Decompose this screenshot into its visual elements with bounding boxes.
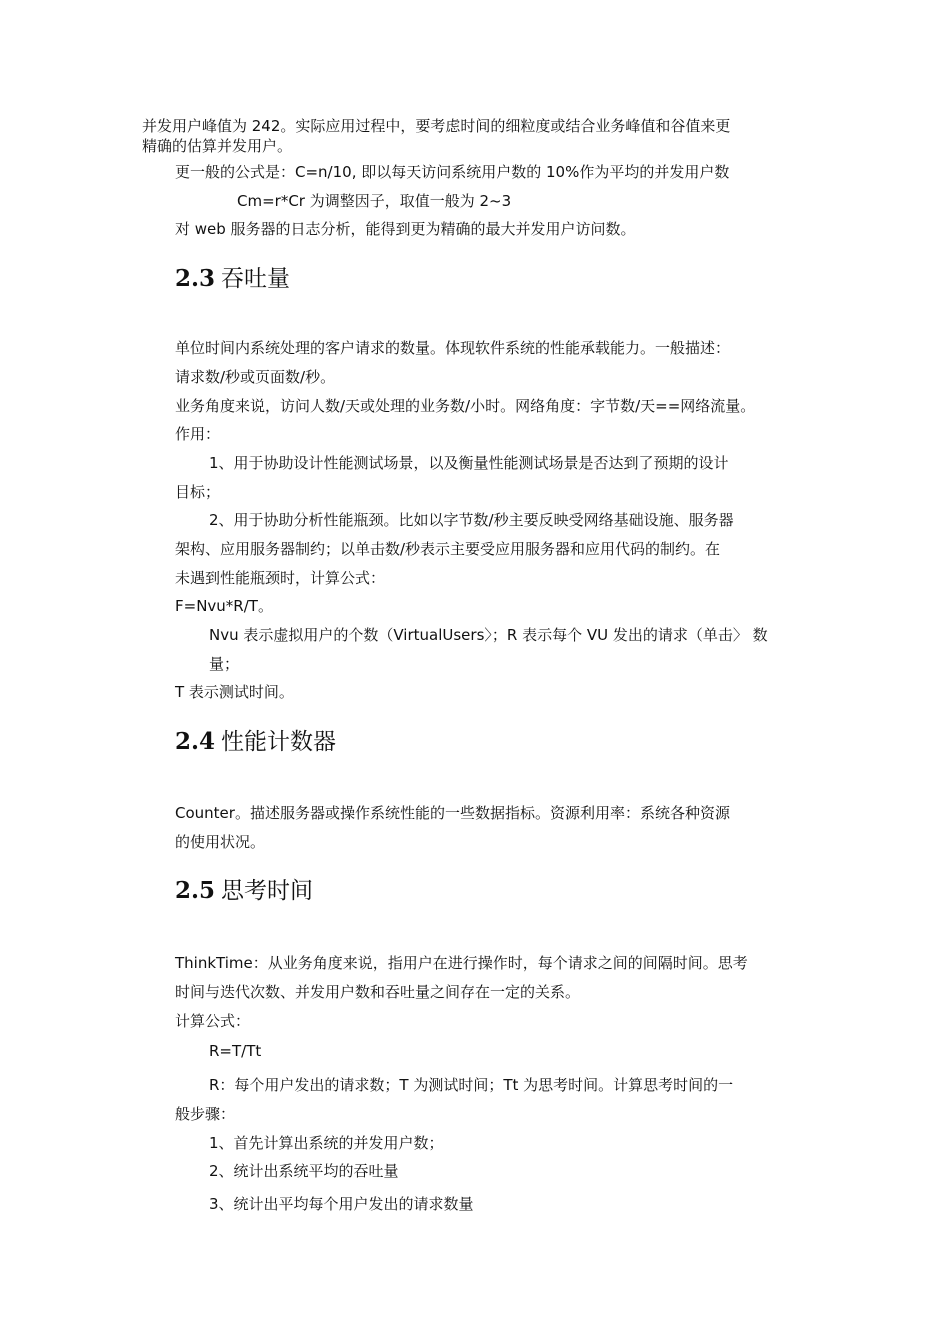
sec24-line-1: Counter。描述服务器或操作系统性能的一些数据指标。资源利用率：系统各种资源 [175,804,730,822]
sec23-line-2: 请求数/秒或页面数/秒。 [175,368,336,386]
sec25-formula: R=T/Tt [209,1042,262,1060]
heading-2-4 [175,728,336,756]
sec25-step-1: 1、首先计算出系统的并发用户数； [209,1134,444,1152]
heading-title: 性能计数器 [221,729,337,755]
sec23-line-6: 目标； [175,483,221,501]
intro-formula-line: 更一般的公式是：C=n/10, 即以每天访问系统用户数的 10%作为平均的并发用户数 [175,163,730,181]
intro-adjust-factor-line: Cm=r*Cr 为调整因子，取值一般为 2~3 [237,192,512,210]
sec23-formula: F=Nvu*R/T。 [175,597,273,615]
intro-line-2: 精确的估算并发用户。 [142,137,293,155]
sec23-line-9: 未遇到性能瓶颈时，计算公式： [175,569,386,587]
heading-number: 2.3 [175,265,216,292]
sec23-line-3: 业务角度来说，访问人数/天或处理的业务数/小时。网络角度：字节数/天==网络流量。 [175,397,756,415]
sec23-line-13: T 表示测试时间。 [175,683,294,701]
intro-line-1: 并发用户峰值为 242。实际应用过程中，要考虑时间的细粒度或结合业务峰值和谷值来更 [142,117,731,135]
sec23-line-4: 作用： [175,425,221,443]
heading-title: 思考时间 [221,878,314,904]
heading-title: 吞吐量 [221,266,291,292]
sec23-line-7: 2、用于协助分析性能瓶颈。比如以字节数/秒主要反映受网络基础设施、服务器 [209,511,734,529]
sec25-line-2: 时间与迭代次数、并发用户数和吞吐量之间存在一定的关系。 [175,983,581,1001]
intro-log-analysis-line: 对 web 服务器的日志分析，能得到更为精确的最大并发用户访问数。 [175,220,636,238]
heading-number: 2.4 [175,728,216,755]
sec23-line-11: Nvu 表示虚拟用户的个数（VirtualUsers〉；R 表示每个 VU 发出的请求（单击〉 数 [209,626,768,644]
sec25-line-3: 计算公式： [175,1012,251,1030]
sec25-line-1: ThinkTime：从业务角度来说，指用户在进行操作时，每个请求之间的间隔时间。思考 [175,954,748,972]
sec25-step-2: 2、统计出系统平均的吞吐量 [209,1162,399,1180]
sec23-line-8: 架构、应用服务器制约；以单击数/秒表示主要受应用服务器和应用代码的制约。在 [175,540,721,558]
sec23-line-1: 单位时间内系统处理的客户请求的数量。体现软件系统的性能承载能力。一般描述： [175,339,731,357]
sec23-line-5: 1、用于协助设计性能测试场景，以及衡量性能测试场景是否达到了预期的设计 [209,454,729,472]
sec25-line-5: R：每个用户发出的请求数；T 为测试时间；Tt 为思考时间。计算思考时间的一 [209,1076,734,1094]
sec24-line-2: 的使用状况。 [175,833,266,851]
sec23-line-12: 量； [209,655,240,673]
heading-2-5 [175,877,313,905]
heading-2-3 [175,265,290,293]
sec25-step-3: 3、统计出平均每个用户发出的请求数量 [209,1195,474,1213]
sec25-line-6: 般步骤： [175,1105,236,1123]
heading-number: 2.5 [175,877,216,904]
